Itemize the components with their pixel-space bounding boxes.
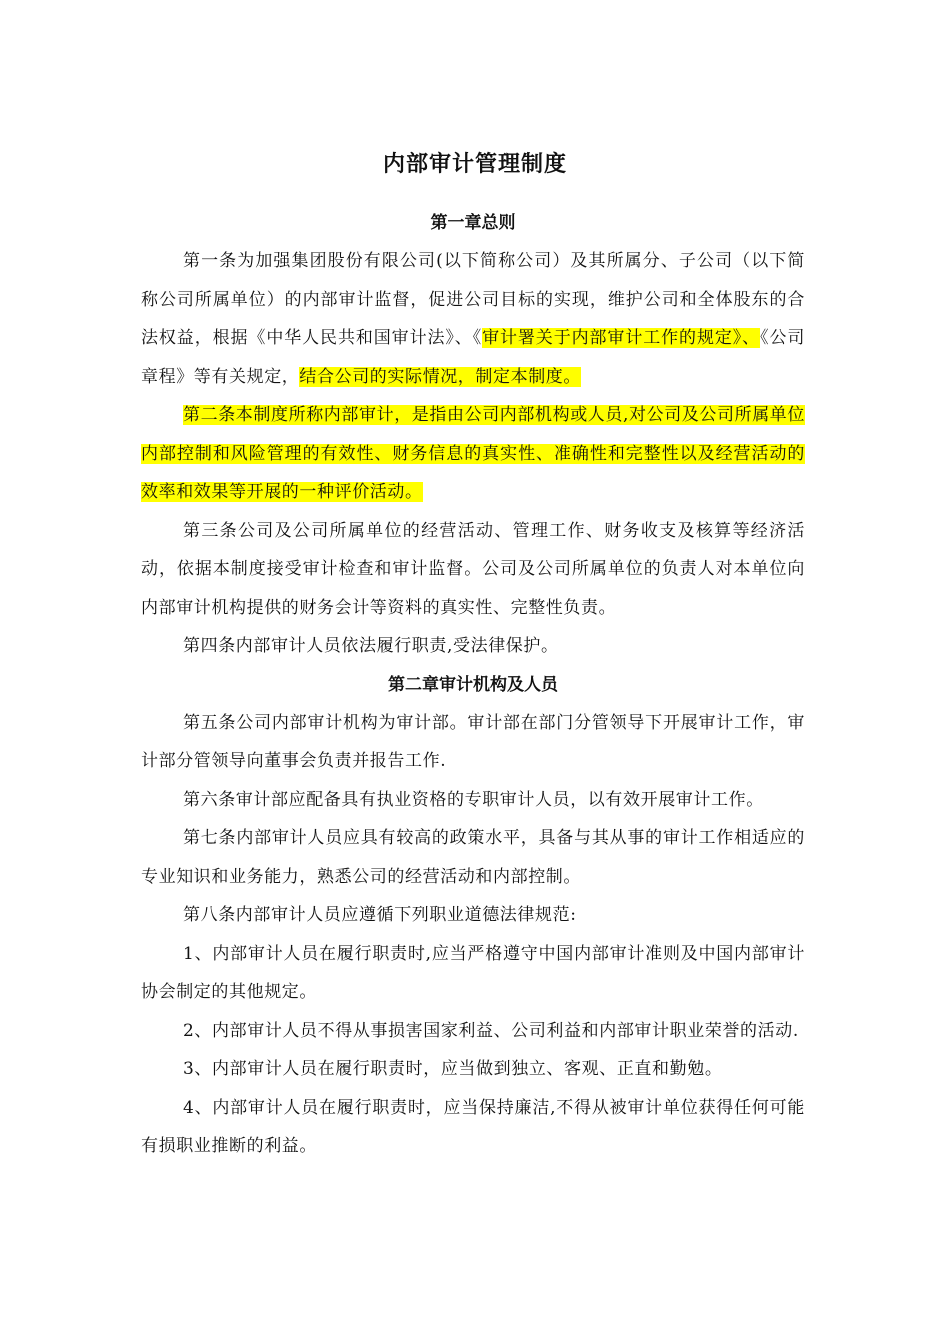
article-8-item-1: 1、内部审计人员在履行职责时,应当严格遵守中国内部审计准则及中国内部审计协会制定的其他规定。 (141, 943, 805, 1002)
article-5: 第五条公司内部审计机构为审计部。审计部在部门分管领导下开展审计工作，审计部分管领导向董事会负责并报告工作. (141, 712, 805, 771)
article-3: 第三条公司及公司所属单位的经营活动、管理工作、财务收支及核算等经济活动，依据本制度接受审计检查和审计监督。公司及公司所属单位的负责人对本单位向内部审计机构提供的财务会计等资料的真实性、完整性负责。 (141, 520, 805, 618)
document-title: 内部审计管理制度 (382, 152, 567, 177)
article-1-text: 第一条为加强集团股份有限公司(以下简称公司）及其所属分、子公司（以下简称公司所属单位）的内部审计监督，促进公司目标的实现，维护公司和全体股东的合法权益，根据《中华人民共和国审计法》、《 (141, 251, 805, 348)
article-8-item-2: 2、内部审计人员不得从事损害国家利益、公司利益和内部审计职业荣誉的活动. (183, 1020, 799, 1041)
article-2-highlight: 第二条本制度所称内部审计，是指由公司内部机构或人员,对公司及公司所属单位内部控制和风险管理的有效性、财务信息的真实性、准确性和完整性以及经营活动的效率和效果等开展的一种评价活动。 (141, 405, 806, 502)
article-4: 第四条内部审计人员依法履行职责,受法律保护。 (183, 636, 559, 656)
chapter-2-heading: 第二章审计机构及人员 (388, 674, 558, 695)
document-body (141, 204, 805, 1166)
chapter-1-heading: 第一章总则 (430, 213, 516, 233)
article-2 (141, 396, 805, 512)
article-6: 第六条审计部应配备具有执业资格的专职审计人员，以有效开展审计工作。 (183, 789, 764, 810)
article-7: 第七条内部审计人员应具有较高的政策水平，具备与其从事的审计工作相适应的专业知识和业务能力，熟悉公司的经营活动和内部控制。 (141, 828, 805, 887)
article-1 (141, 242, 805, 396)
article-1-text-2: 《公司章程》等有关规定， (141, 328, 805, 387)
article-8-item-3: 3、内部审计人员在履行职责时，应当做到独立、客观、正直和勤勉。 (183, 1059, 723, 1079)
article-1-highlight-1: 审计署关于内部审计工作的规定》、 (482, 328, 761, 348)
article-8-item-4: 4、内部审计人员在履行职责时，应当保持廉洁,不得从被审计单位获得任何可能有损职业推断的利益。 (141, 1097, 805, 1156)
article-8: 第八条内部审计人员应遵循下列职业道德法律规范: (183, 905, 577, 925)
article-1-highlight-2: 结合公司的实际情况，制定本制度。 (299, 366, 582, 387)
